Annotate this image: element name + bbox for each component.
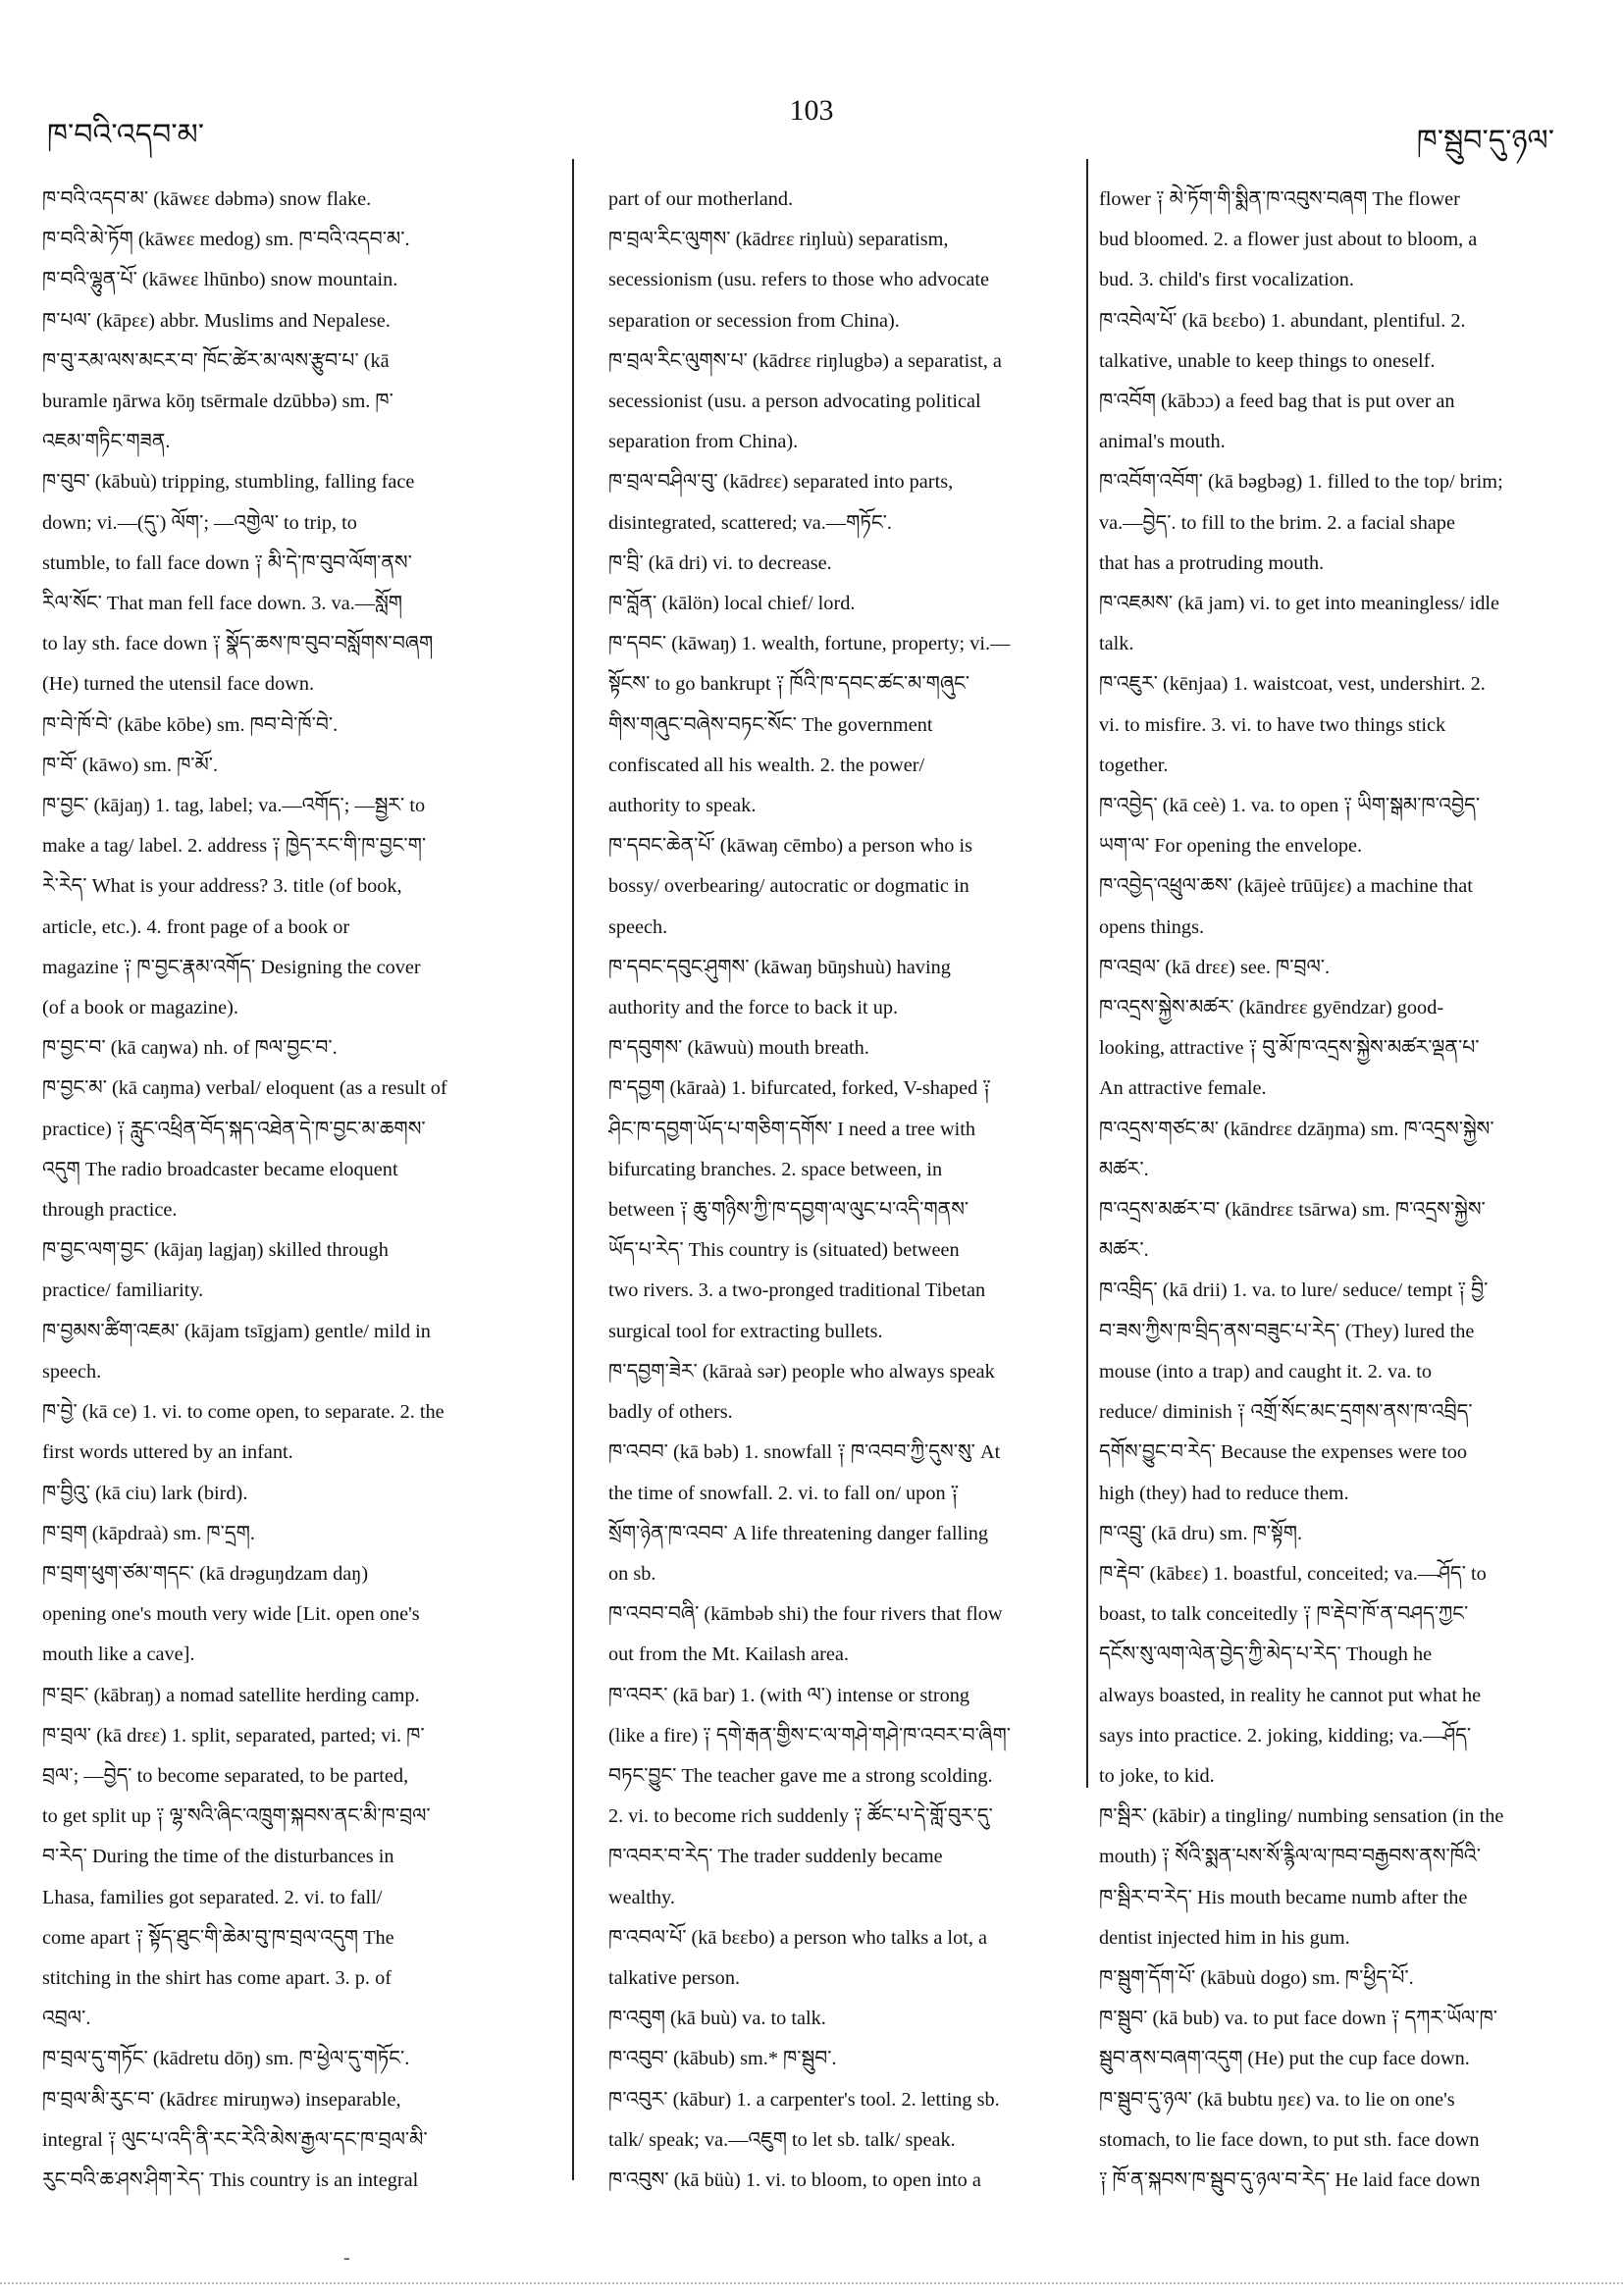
guide-word-left: ཁ་བའི་འདབ་མ་ <box>47 119 204 151</box>
dictionary-line: dentist injected him in his gum. <box>1099 1926 1350 1949</box>
dictionary-line: ཁ་བློན་ (kālön) local chief/ lord. <box>608 593 856 615</box>
dictionary-line: (like a fire) ༑ དགེ་རྒན་གྱིས་ང་ལ་གཤེ་གཤེ་ཁ་འབར་བ་ཞིག་ <box>608 1724 1012 1747</box>
dictionary-line: འདུག The radio broadcaster became eloquent <box>42 1158 398 1180</box>
dictionary-line: ཁ་བྲལ་ (kā drɛɛ) 1. split, separated, parted; vi. ཁ་ <box>42 1724 425 1747</box>
dictionary-line: ཁ་སྦིར་བ་རེད་ His mouth became numb after the <box>1099 1886 1468 1908</box>
dictionary-line: mouth like a cave]. <box>42 1644 195 1666</box>
dictionary-line: opens things. <box>1099 915 1205 938</box>
dictionary-line: ཁ་བྱང་བ་ (kā caŋwa) nh. of ཁལ་བྱང་བ་. <box>42 1037 338 1060</box>
dictionary-line: ཁ་དབྱག་ཟེར་ (kāraà sər) people who always speak <box>608 1360 995 1383</box>
dictionary-line: that has a protruding mouth. <box>1099 551 1325 574</box>
dictionary-line: Lhasa, families got separated. 2. vi. to fall/ <box>42 1886 383 1908</box>
dictionary-line: surgical tool for extracting bullets. <box>608 1320 883 1342</box>
dictionary-line: ཁ་དབང་དབུང་ཤུགས་ (kāwaŋ būŋshuù) having <box>608 956 951 978</box>
dictionary-line: (He) turned the utensil face down. <box>42 673 315 696</box>
dictionary-line: བྲལ་; —བྱེད་ to become separated, to be parted, <box>42 1764 409 1787</box>
dictionary-line: སྟོངས་ to go bankrupt ༑ ཁོའི་ཁ་དབང་ཚང་མ་གཞུང་ <box>608 673 970 696</box>
dictionary-line: reduce/ diminish ༑ འགྲོ་སོང་མང་དྲགས་ནས་ཁ་འབྲིད་ <box>1099 1401 1473 1424</box>
dictionary-line: between ༑ ཆུ་གཉིས་ཀྱི་ཁ་དབྱག་ལ་ལུང་པ་འདི་གནས་ <box>608 1199 969 1222</box>
dictionary-line: stomach, to lie face down, to put sth. face down <box>1099 2128 1480 2151</box>
dictionary-line: ཁ་བྲལ་མི་རུང་བ་ (kādrɛɛ miruŋwə) inseparable, <box>42 2088 401 2111</box>
dictionary-line: ཁ་བའི་མེ་ཏོག (kāwɛɛ medog) sm. ཁ་བའི་འདབ་མ་. <box>42 229 410 251</box>
dictionary-line: ཁ་འབབ་བཞི་ (kāmbəb shi) the four rivers that flow <box>608 1603 1003 1626</box>
dictionary-line: disintegrated, scattered; va.—གཏོང་. <box>608 511 892 534</box>
dictionary-line: ཁ་འབལ་པོ་ (kā bɛɛbo) a person who talks a lot, a <box>608 1926 987 1949</box>
dictionary-line: talkative person. <box>608 1966 741 1989</box>
dictionary-line: ཁ་འབར་ (kā bar) 1. (with ལ་) intense or strong <box>608 1684 970 1706</box>
dictionary-line: ཁ་དབང་ཆེན་པོ་ (kāwaŋ cēmbo) a person who is <box>608 835 972 858</box>
column-rule-1 <box>572 159 574 2180</box>
dictionary-line: ཁ་བུ་རམ་ལས་མངར་བ་ ཁོང་ཚེར་མ་ལས་རྩུབ་པ་ (kā <box>42 349 390 372</box>
dictionary-line: to get split up ༑ ལྷ་སའི་ཞིང་འཁྲུག་སྐབས་ནང་མི་ཁ་བྲལ་ <box>42 1805 431 1828</box>
dictionary-line: ཁ་འབོག (kābɔɔ) a feed bag that is put over an <box>1099 391 1455 413</box>
dictionary-line: talk. <box>1099 633 1134 655</box>
dictionary-line: mouse (into a trap) and caught it. 2. va. to <box>1099 1360 1433 1383</box>
dictionary-line: ཁ་སྦུབ་དུ་ཉལ་ (kā bubtu ŋɛɛ) va. to lie on one's <box>1099 2088 1455 2111</box>
dictionary-line: to lay sth. face down ༑ སྣོད་ཆས་ཁ་བུབ་བསློགས་བཞག <box>42 633 434 655</box>
dictionary-line: ཁ་བྲག (kāpdraà) sm. ཁ་དྲག. <box>42 1522 255 1544</box>
dictionary-line: confiscated all his wealth. 2. the power/ <box>608 754 925 776</box>
dictionary-line: ཁ་བྲལ་རིང་ལུགས་པ་ (kādrɛɛ riŋlugbə) a separatist, a <box>608 349 1002 372</box>
dictionary-line: ཁ་འབུག (kā buù) va. to talk. <box>608 2008 826 2030</box>
dictionary-line: གིས་གཞུང་བཞེས་བཏང་སོང་ The government <box>608 713 933 736</box>
dictionary-line: ཁ་སྦུག་དོག་པོ་ (kābuù dogo) sm. ཁ་ཕྱིད་པོ་. <box>1099 1966 1414 1989</box>
dictionary-line: ཁ་དབྱག (kāraà) 1. bifurcated, forked, V-shaped ༑ <box>608 1077 991 1100</box>
dictionary-line: to joke, to kid. <box>1099 1764 1215 1787</box>
dictionary-line: integral ༑ ལུང་པ་འདི་ནི་རང་རེའི་མེས་རྒྱལ་དང་ཁ་བྲལ་མི་ <box>42 2128 428 2151</box>
dictionary-line: ཁ་འབབ་ (kā bəb) 1. snowfall ༑ ཁ་འབབ་ཀྱི་དུས་སུ་ At <box>608 1441 1001 1464</box>
dictionary-line: authority and the force to back it up. <box>608 997 899 1019</box>
dictionary-line: talkative, unable to keep things to oneself. <box>1099 349 1436 372</box>
dictionary-line: speech. <box>608 915 668 938</box>
dictionary-line: ཁ་བའི་ལྷུན་པོ་ (kāwɛɛ lhūnbo) snow mountain. <box>42 269 398 291</box>
dictionary-line: talk/ speak; va.—འཇུག to let sb. talk/ speak. <box>608 2128 956 2151</box>
dictionary-line: ཁ་བྲལ་དུ་གཏོང་ (kādretu dōŋ) sm. ཁ་ཕྱེལ་དུ་གཏོང་. <box>42 2048 410 2070</box>
dictionary-line: ཁ་དབུགས་ (kāwuù) mouth breath. <box>608 1037 869 1060</box>
dictionary-line: boast, to talk conceitedly ༑ ཁ་རྡེབ་ཁོ་ན་བཤད་ཀྱང་ <box>1099 1603 1469 1626</box>
dictionary-line: ཡག་ལ་ For opening the envelope. <box>1099 835 1363 858</box>
dictionary-line: bud bloomed. 2. a flower just about to bloom, a <box>1099 229 1478 251</box>
dictionary-line: wealthy. <box>608 1886 675 1908</box>
dictionary-line: ཁ་འབྲིད་ (kā drii) 1. va. to lure/ seduce/ tempt ༑ བྱི་ <box>1099 1279 1489 1302</box>
dictionary-line: ཁ་བྱམས་ཚིག་འཇམ་ (kājam tsīgjam) gentle/ mild in <box>42 1320 431 1342</box>
dictionary-line: (of a book or magazine). <box>42 997 238 1019</box>
dictionary-line: two rivers. 3. a two-pronged traditional Tibetan <box>608 1279 986 1302</box>
dictionary-line: ཁ་བྲལ་བཤིལ་བུ་ (kādrɛɛ) separated into parts, <box>608 471 954 494</box>
dictionary-line: ཁ་བེ་ཁོ་བེ་ (kābe kōbe) sm. ཁབ་བེ་ཁོ་བེ་. <box>42 713 339 736</box>
dictionary-line: དངོས་སུ་ལག་ལེན་བྱེད་ཀྱི་མེད་པ་རེད་ Though he <box>1099 1644 1433 1666</box>
dictionary-line: 2. vi. to become rich suddenly ༑ ཚོང་པ་དེ་གློ་བུར་དུ་ <box>608 1805 993 1828</box>
page-number: 103 <box>789 94 834 127</box>
dictionary-line: An attractive female. <box>1099 1077 1267 1100</box>
dictionary-line: ཁ་བྱང་ (kājaŋ) 1. tag, label; va.—འགོད་; —སྦྱར་ to <box>42 795 426 817</box>
dictionary-line: separation or secession from China). <box>608 309 900 332</box>
dictionary-line: འཇམ་གཏིང་གཟན. <box>42 431 171 453</box>
column-rule-2 <box>1086 159 1088 1788</box>
dictionary-line: ཁ་བྲག་ཕུག་ཙམ་གདང་ (kā drəguŋdzam daŋ) <box>42 1562 369 1585</box>
dictionary-line: separation from China). <box>608 431 799 453</box>
column-left <box>42 180 552 2201</box>
dictionary-line: འབྲལ་. <box>42 2008 91 2030</box>
dictionary-line: looking, attractive ༑ བུ་མོ་ཁ་འདྲས་སྐྱེས་མཚར་ལྡན་པ་ <box>1099 1037 1480 1060</box>
dictionary-line: མཚར་. <box>1099 1158 1149 1180</box>
page-header <box>0 90 1623 157</box>
dictionary-line: ཁ་བྲང་ (kābraŋ) a nomad satellite herding camp. <box>42 1684 420 1706</box>
dictionary-line: ཁ་འབོག་འབོག་ (kā bəgbəg) 1. filled to the top/ brim; <box>1099 471 1503 494</box>
dictionary-line: practice) ༑ རླུང་འཕྲིན་བོད་སྐད་འཐེན་དེ་ཁ་བྱང་མ་ཆགས་ <box>42 1118 426 1140</box>
dictionary-line: first words uttered by an infant. <box>42 1441 293 1464</box>
column-right <box>1099 180 1594 2201</box>
dictionary-line: དགོས་བྱུང་བ་རེད་ Because the expenses were too <box>1099 1441 1468 1464</box>
dictionary-line: ཁ་སྦུབ་ (kā bub) va. to put face down ༑ དཀར་ཡོལ་ཁ་ <box>1099 2008 1498 2030</box>
dictionary-line: ཁ་དབང་ (kāwaŋ) 1. wealth, fortune, property; vi.— <box>608 633 1011 655</box>
dictionary-line: ཁ་འདྲས་གཙང་མ་ (kāndrɛɛ dzāŋma) sm. ཁ་འདྲས་སྐྱེས་ <box>1099 1118 1494 1140</box>
dictionary-line: བ་རེད་ During the time of the disturbances in <box>42 1846 394 1868</box>
dictionary-line: badly of others. <box>608 1401 733 1424</box>
dictionary-line: རིལ་སོང་ That man fell face down. 3. va.—སློག <box>42 593 403 615</box>
dictionary-line: ཁ་འདྲས་སྐྱེས་མཚར་ (kāndrɛɛ gyēndzar) good- <box>1099 997 1444 1019</box>
guide-word-right: ཁ་སྦུབ་དུ་ཉལ་ <box>1416 125 1554 157</box>
dictionary-line: article, etc.). 4. front page of a book or <box>42 915 350 938</box>
dictionary-line: ཁ་འབུབ་ (kābub) sm.* ཁ་སྦུབ་. <box>608 2048 837 2070</box>
dictionary-line: སྲོག་ཉེན་ཁ་འབབ་ A life threatening danger falling <box>608 1522 988 1544</box>
dictionary-line: through practice. <box>42 1199 178 1222</box>
dictionary-line: ཁ་བོ་ (kāwo) sm. ཁ་མོ་. <box>42 754 219 776</box>
dictionary-line: the time of snowfall. 2. vi. to fall on/ upon ༑ <box>608 1482 960 1504</box>
dictionary-line: ༑ ཁོ་ན་སྐབས་ཁ་སྦུབ་དུ་ཉལ་བ་རེད་ He laid face down <box>1099 2168 1481 2191</box>
dictionary-line: high (they) had to reduce them. <box>1099 1482 1349 1504</box>
dictionary-line: ཁ་བྲལ་རིང་ལུགས་ (kādrɛɛ riŋluù) separatism, <box>608 229 949 251</box>
footer-mark: - <box>343 2247 350 2269</box>
dictionary-line: bifurcating branches. 2. space between, in <box>608 1158 943 1180</box>
dictionary-line: ཤིང་ཁ་དབྱག་ཡོད་པ་གཅིག་དགོས་ I need a tree with <box>608 1118 976 1140</box>
dictionary-line: down; vi.—(དུ་) ལོག་; —འགྱེལ་ to trip, to <box>42 511 357 534</box>
dictionary-line: bud. 3. child's first vocalization. <box>1099 269 1354 291</box>
dictionary-line: authority to speak. <box>608 795 757 817</box>
dictionary-line: part of our motherland. <box>608 188 794 210</box>
dictionary-line: out from the Mt. Kailash area. <box>608 1644 849 1666</box>
footer-dotted-line <box>0 2282 1623 2284</box>
dictionary-line: ཁ་རྡེབ་ (kābɛɛ) 1. boastful, conceited; va.—ཤོད་ to <box>1099 1562 1487 1585</box>
dictionary-line: practice/ familiarity. <box>42 1279 204 1302</box>
dictionary-line: མཚར་. <box>1099 1239 1149 1262</box>
dictionary-line: བ་ཟས་ཀྱིས་ཁ་བྲིད་ནས་བཟུང་པ་རེད་ (They) lured the <box>1099 1320 1475 1342</box>
dictionary-line: ཁ་བའི་འདབ་མ་ (kāwɛɛ dəbmə) snow flake. <box>42 188 372 210</box>
dictionary-line: ཁ་འབར་བ་རེད་ The trader suddenly became <box>608 1846 943 1868</box>
dictionary-line: ཁ་བྲི་ (kā dri) vi. to decrease. <box>608 551 832 574</box>
dictionary-line: va.—བྱེད་. to fill to the brim. 2. a facial shape <box>1099 511 1455 534</box>
dictionary-line: mouth) ༑ སོའི་སྨན་པས་སོ་རྙིལ་ལ་ཁབ་བརྒྱབས་ནས་ཁོའི་ <box>1099 1846 1481 1868</box>
dictionary-line: stumble, to fall face down ༑ མི་དེ་ཁ་བུབ་ལོག་ནས་ <box>42 551 412 574</box>
dictionary-line: magazine ༑ ཁ་བྱང་རྣམ་འགོད་ Designing the cover <box>42 956 421 978</box>
dictionary-line: ཁ་འཇུར་ (kēnjaa) 1. waistcoat, vest, undershirt. 2. <box>1099 673 1486 696</box>
dictionary-line: བཏང་བྱུང་ The teacher gave me a strong scolding. <box>608 1764 993 1787</box>
dictionary-line: ཁ་འབྲལ་ (kā drɛɛ) see. ཁ་བྲལ་. <box>1099 956 1331 978</box>
dictionary-line: ཁ་པལ་ (kāpɛɛ) abbr. Muslims and Nepalese. <box>42 309 391 332</box>
dictionary-line: ཁ་འདྲས་མཚར་བ་ (kāndrɛɛ tsārwa) sm. ཁ་འདྲས་སྐྱེས་ <box>1099 1199 1486 1222</box>
dictionary-line: ཁ་འབུར་ (kābur) 1. a carpenter's tool. 2. letting sb. <box>608 2088 1000 2111</box>
dictionary-line: ཁ་འབེལ་པོ་ (kā bɛɛbo) 1. abundant, plentiful. 2. <box>1099 309 1466 332</box>
dictionary-line: buramle ŋārwa kōŋ tsērmale dzūbbə) sm. ཁ་ <box>42 391 393 413</box>
column-middle <box>608 180 1068 2201</box>
dictionary-line: ཁ་བུབ་ (kābuù) tripping, stumbling, falling face <box>42 471 415 494</box>
dictionary-line: opening one's mouth very wide [Lit. open one's <box>42 1603 420 1626</box>
dictionary-line: ཁ་སྦིར་ (kābir) a tingling/ numbing sensation (in the <box>1099 1805 1504 1828</box>
dictionary-line: speech. <box>42 1360 102 1383</box>
dictionary-line: རེ་རེད་ What is your address? 3. title (of book, <box>42 875 402 898</box>
dictionary-line: come apart ༑ སྟོད་ཐུང་གི་ཆེམ་བུ་ཁ་བྲལ་འདུག The <box>42 1926 394 1949</box>
dictionary-line: ཁ་འབྱེད་ (kā ceè) 1. va. to open ༑ ཡིག་སྒམ་ཁ་འབྱེད་ <box>1099 795 1481 817</box>
dictionary-line: says into practice. 2. joking, kidding; va.—ཤོད་ <box>1099 1724 1472 1747</box>
dictionary-line: animal's mouth. <box>1099 431 1226 453</box>
dictionary-line: སྦུབ་ནས་བཞག་འདུག (He) put the cup face down. <box>1099 2048 1470 2070</box>
dictionary-line: bossy/ overbearing/ autocratic or dogmatic in <box>608 875 969 898</box>
dictionary-line: make a tag/ label. 2. address ༑ ཁྱེད་རང་གི་ཁ་བྱང་ག་ <box>42 835 427 858</box>
dictionary-line: ཁ་འབུས་ (kā büù) 1. vi. to bloom, to open into a <box>608 2168 981 2191</box>
dictionary-line: on sb. <box>608 1562 656 1585</box>
dictionary-line: secessionist (usu. a person advocating political <box>608 391 981 413</box>
dictionary-line: ཁ་བྱང་ལག་བྱང་ (kājaŋ lagjaŋ) skilled through <box>42 1239 389 1262</box>
dictionary-line: ཁ་འབྲུ་ (kā dru) sm. ཁ་སྟོག. <box>1099 1522 1303 1544</box>
dictionary-line: together. <box>1099 754 1169 776</box>
dictionary-line: ཁ་བྱེ་ (kā ce) 1. vi. to come open, to separate. 2. the <box>42 1401 445 1424</box>
dictionary-line: རུང་བའི་ཆ་ཤས་ཤིག་རེད་ This country is an integral <box>42 2168 419 2191</box>
dictionary-line: ཁ་བྱིའུ་ (kā ciu) lark (bird). <box>42 1482 248 1504</box>
dictionary-line: flower ༑ མེ་ཏོག་གི་སྨིན་ཁ་འབུས་བཞག The flower <box>1099 188 1460 210</box>
dictionary-line: ཁ་བྱང་མ་ (kā caŋma) verbal/ eloquent (as a result of <box>42 1077 447 1100</box>
dictionary-line: secessionism (usu. refers to those who advocate <box>608 269 990 291</box>
dictionary-line: ཁ་འབྱེད་འཕྲུལ་ཆས་ (kājeè trūūjɛɛ) a machine that <box>1099 875 1473 898</box>
dictionary-line: vi. to misfire. 3. vi. to have two things stick <box>1099 713 1446 736</box>
dictionary-line: ཡོད་པ་རེད་ This country is (situated) between <box>608 1239 960 1262</box>
dictionary-line: ཁ་འཇམས་ (kā jam) vi. to get into meaningless/ idle <box>1099 593 1500 615</box>
dictionary-line: always boasted, in reality he cannot put what he <box>1099 1684 1482 1706</box>
dictionary-line: stitching in the shirt has come apart. 3. p. of <box>42 1966 392 1989</box>
